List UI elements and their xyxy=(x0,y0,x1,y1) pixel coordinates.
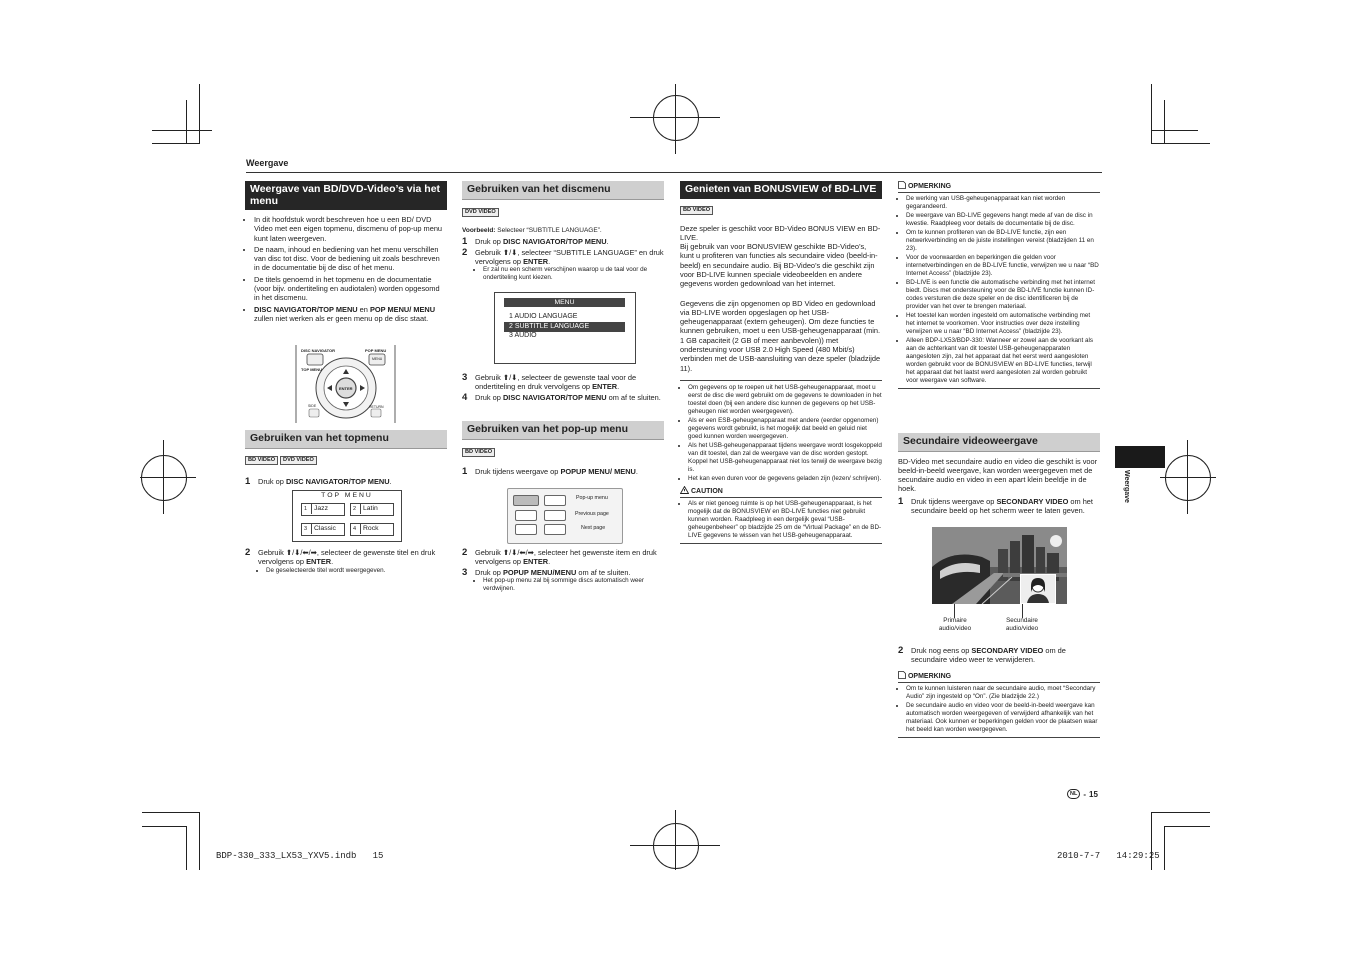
section-heading: Gebruiken van het discmenu xyxy=(462,181,664,200)
registration-mark-bottom xyxy=(675,810,676,870)
label-primary: Primaire audio/video xyxy=(938,617,972,632)
popup-button[interactable] xyxy=(544,495,566,506)
paragraph: Gegevens die zijn opgenomen op BD Video en gedownload via BD-LIVE worden opgeslagen op het USB-geheugenapparaat (extern geheugen). Om deze functies te kunnen gebruiken, moet u een USB-geheugenapparaat (min. 1 GB capaciteit (2 GB of meer aanbevolen)) met ondersteuning voor USB 2.0 High Speed (480 Mbit/s) verbinden met de USB-aansluiting van deze speler (bladzijde 11). xyxy=(680,298,881,373)
crop-mark xyxy=(1152,130,1198,131)
registration-mark-right xyxy=(1160,477,1216,478)
section-heading: Secundaire videoweergave xyxy=(898,433,1100,452)
paragraph: Deze speler is geschikt voor BD-Video BONUS VIEW en BD-LIVE. xyxy=(680,223,881,242)
list-item: • De titels genoemd in het topmenu en de documentatie (voor bijv. ondertiteling en audiotalen) worden opgesomd in het discmenu. xyxy=(254,275,447,303)
crop-mark xyxy=(1151,84,1152,144)
bd-video-badge: BD VIDEO xyxy=(245,456,278,465)
step-2: 2 Gebruik ⬆/⬇, selecteer “SUBTITLE LANGUAGE” en druk vervolgens op ENTER. • Er zal nu een scherm verschijnen waarop u de taal voor de ondertiteling kunt kiezen. xyxy=(462,248,664,284)
remote-label: ENTER xyxy=(339,386,353,391)
step-4: 4 Druk op DISC NAVIGATOR/TOP MENU om af te sluiten. xyxy=(462,391,661,403)
bullet-list xyxy=(245,215,447,323)
step-3: 3 Druk op POPUP MENU/MENU om af te sluiten. • Het pop-up menu zal bij sommige discs automatisch weer verdwijnen. xyxy=(462,568,664,594)
registration-mark-bottom xyxy=(653,823,699,869)
registration-mark-left xyxy=(163,440,164,514)
section-heading: Genieten van BONUSVIEW of BD-LIVE xyxy=(680,181,882,199)
language-badge: NL xyxy=(1067,789,1080,799)
side-tab-label: Weergave xyxy=(1123,470,1130,503)
column-2 xyxy=(462,181,664,283)
caution-heading: CAUTION xyxy=(680,486,882,498)
popup-label: Previous page xyxy=(575,511,609,517)
column-3 xyxy=(680,181,882,544)
popup-label: Pop-up menu xyxy=(576,495,608,501)
dvd-video-badge: DVD VIDEO xyxy=(462,208,499,217)
divider xyxy=(898,737,1100,738)
menu-item[interactable]: 1 Jazz xyxy=(301,503,345,516)
list-item: • Om gegevens op te roepen uit het USB-geheugenapparaat, moet u eerst de disc die werd gebruikt om de gegevens te downloaden in het toestel doen (bij een andere disc kunnen de gegevens op het USB-geheugen niet worden weergegeven). xyxy=(688,384,882,416)
menu-header: MENU xyxy=(504,298,625,307)
remote-label: DISC NAVIGATOR xyxy=(301,348,336,353)
list-item: • Als het USB-geheugenapparaat tijdens weergave wordt losgekoppeld van dit toestel, dan zal de weergave van de disc worden gestopt. Koppel het USB-geheugenapparaat niet los terwijl de weergave bezig is. xyxy=(688,442,882,474)
top-menu-screen xyxy=(292,490,402,542)
list-item: • Het pop-up menu zal bij sommige discs automatisch weer verdwijnen. xyxy=(483,577,664,593)
header-rule xyxy=(246,172,1102,173)
notes-list xyxy=(898,685,1100,734)
list-item: • Er zal nu een scherm verschijnen waarop u de taal voor de ondertiteling kunt kiezen. xyxy=(483,266,664,282)
crop-mark xyxy=(1164,100,1165,144)
list-item: • De naam, inhoud en bediening van het menu verschillen van disc tot disc. Voor de bediening uit zoals beschreven in de documentatie bij de disc of het menu. xyxy=(254,245,447,273)
crop-mark xyxy=(1152,812,1210,813)
footer-timestamp: 2010-7-7 14:29:25 xyxy=(1057,851,1160,861)
column-2-steps xyxy=(462,370,664,403)
remote-label: POP MENU xyxy=(365,348,387,353)
section-title: Weergave xyxy=(246,158,289,168)
popup-button[interactable] xyxy=(515,510,537,521)
column-4-secondary xyxy=(898,433,1100,515)
popup-label: Next page xyxy=(581,525,606,531)
pip-illustration xyxy=(932,527,1067,604)
registration-mark-right xyxy=(1165,455,1211,501)
paragraph: BD-Video met secundaire audio en video die geschikt is voor beeld-in-beeld weergave, kan worden weergegeven met de secundaire audio en video in een apart klein beeldje in de hoek. xyxy=(898,456,1098,494)
registration-mark-left xyxy=(141,455,187,501)
registration-mark-top xyxy=(675,84,676,154)
divider xyxy=(898,388,1100,389)
remote-label: SIDE xyxy=(308,404,317,408)
popup-button[interactable] xyxy=(515,524,537,535)
list-item: • BD-LIVE is een functie die automatische verbinding met het internet biedt. Discs met ondersteuning voor de BD-LIVE functie kunnen ID-codes versturen die deze speler en de disc identificeren bij de provider van het over te brengen materiaal. xyxy=(906,279,1100,311)
menu-item[interactable]: 1 AUDIO LANGUAGE xyxy=(509,313,578,320)
crop-mark xyxy=(1164,826,1210,827)
step-2: 2 Gebruik ⬆/⬇/⬅/➡, selecteer het gewenste item en druk vervolgens op ENTER. xyxy=(462,547,657,567)
footer-file: BDP-330_333_LX53_YXV5.indb 15 xyxy=(216,851,384,861)
step-1: 1 Druk op DISC NAVIGATOR/TOP MENU. xyxy=(245,475,392,487)
dvd-video-badge: DVD VIDEO xyxy=(280,456,317,465)
popup-button-selected[interactable] xyxy=(513,495,539,506)
list-item: • Om te kunnen profiteren van de BD-LIVE functie, zijn een netwerkverbinding en de juiste instellingen vereist (bladzijden 11 en 23). xyxy=(906,229,1100,253)
popup-menu-screen xyxy=(507,488,623,544)
disc-menu-screen xyxy=(494,292,636,364)
list-item: • Als er niet genoeg ruimte is op het USB-geheugenapparaat, is het mogelijk dat de BONUSVIEW en BD-LIVE functies niet gebruikt kunnen worden. Raadpleeg in een dergelijk geval “USB-geheugenbeheer” op bladzijde 25 om de “Virtual Package” en de BD-LIVE gegevens te wissen van het USB-geheugenapparaat. xyxy=(688,500,882,540)
column-4-step2 xyxy=(898,643,1100,738)
list-item: • De geselecteerde titel wordt weergegeven. xyxy=(266,567,447,575)
warning-icon xyxy=(680,486,689,494)
list-item: • Voor de voorwaarden en beperkingen die gelden voor internetverbindingen en de BD-LIVE functie, verwijzen we u naar “BD Internet Access” (bladzijde 23). xyxy=(906,254,1100,278)
step-1: 1 Druk tijdens weergave op SECONDARY VIDEO om het secundaire beeld op het scherm weer te laten geven. xyxy=(898,495,1093,515)
note-icon xyxy=(898,181,906,189)
menu-item[interactable]: 2 Latin xyxy=(350,503,394,516)
step-3: 3 Gebruik ⬆/⬇, selecteer de gewenste taal voor de ondertiteling en druk vervolgens op ENTER. xyxy=(462,372,637,392)
crop-mark xyxy=(199,84,200,144)
crop-mark xyxy=(186,100,187,144)
notes-list xyxy=(680,384,882,483)
section-heading: Gebruiken van het pop-up menu xyxy=(462,421,664,440)
list-item: • De werking van USB-geheugenapparaat kan niet worden gegarandeerd. xyxy=(906,195,1100,211)
top-menu-label: TOP MENU xyxy=(321,492,373,499)
divider xyxy=(680,543,882,544)
registration-mark-top xyxy=(653,95,699,141)
list-item: • Alleen BDP-LX53/BDP-330: Wanneer er zowel aan de voorkant als aan de achterkant van dit toestel USB-geheugenapparaten aangesloten zijn, zal het apparaat dat het eerst werd aangesloten worden gebruikt voor de BONUSVIEW en BD-LIVE functies, terwijl het apparaat dat het laatst werd aangesloten zal worden gebruikt voor weergave van software. xyxy=(906,337,1100,385)
column-2-popup xyxy=(462,421,664,477)
remote-illustration xyxy=(295,345,397,423)
menu-item[interactable]: 3 AUDIO xyxy=(509,332,537,339)
list-item: • Het toestel kan worden ingesteld om automatische verbinding met het internet te voorkomen. Voor instructies over deze instelling verwijzen we u naar “BD Internet Access” (bladzijde 23). xyxy=(906,312,1100,336)
list-item: • Het kan even duren voor de gegevens geladen zijn (lezen/ schrijven). xyxy=(688,475,882,483)
section-heading: Weergave van BD/DVD-Video’s via het menu xyxy=(245,181,447,210)
bd-video-badge: BD VIDEO xyxy=(462,448,495,457)
page-number: NL - 15 xyxy=(1067,789,1098,799)
column-1-lower xyxy=(245,430,447,487)
step-1: 1 Druk op DISC NAVIGATOR/TOP MENU. xyxy=(462,235,609,247)
caution-list xyxy=(680,500,882,540)
disc-badges xyxy=(245,454,447,465)
column-1 xyxy=(245,181,447,325)
list-item: • Om te kunnen luisteren naar de secundaire audio, moet “Secondary Audio” zijn ingesteld op “On”. (Zie bladzijde 22.) xyxy=(906,685,1100,701)
list-item: • Als er een ESB-geheugenapparaat met andere (eerder opgenomen) gegevens wordt gebruikt, is het mogelijk dat beeld en geluid niet goed kunnen worden weergegeven. xyxy=(688,417,882,441)
step-2: 2 Gebruik ⬆/⬇/⬅/➡, selecteer de gewenste titel en druk vervolgens op ENTER. • De geselecteerde titel wordt weergegeven. xyxy=(245,548,447,576)
crop-mark xyxy=(1151,812,1152,870)
crop-mark xyxy=(152,130,212,131)
remote-label: TOP MENU xyxy=(301,367,322,372)
secondary-video-window xyxy=(1020,574,1056,604)
crop-mark xyxy=(1152,143,1210,144)
bd-video-badge: BD VIDEO xyxy=(680,206,713,215)
menu-item[interactable]: 4 Rock xyxy=(350,523,394,536)
person-icon xyxy=(1021,575,1055,603)
registration-mark-right xyxy=(1187,440,1188,514)
remote-label: MENU xyxy=(372,357,383,361)
side-tab xyxy=(1115,446,1165,468)
crop-mark xyxy=(186,826,187,870)
crop-mark xyxy=(1164,826,1165,870)
crop-mark xyxy=(152,143,200,144)
list-item: • De secundaire audio en video voor de beeld-in-beeld weergave kan automatisch worden weergegeven of verwijderd afhankelijk van het materiaal. Ook kunnen er beperkingen gelden voor de plaatsen waar het beeld kan worden weergegeven. xyxy=(906,702,1100,734)
column-2-popup-steps xyxy=(462,545,664,594)
note-icon xyxy=(898,671,906,679)
menu-item-selected[interactable]: 2 SUBTITLE LANGUAGE xyxy=(504,322,625,332)
remote-label: RETURN xyxy=(369,405,384,409)
divider xyxy=(680,380,882,381)
callout-line xyxy=(1022,604,1023,618)
registration-mark-left xyxy=(140,477,196,478)
notes-list xyxy=(898,195,1100,385)
list-item: • In dit hoofdstuk wordt beschreven hoe u een BD/ DVD Video met een eigen topmenu, discmenu of pop-up menu kunt laten weergeven. xyxy=(254,215,447,243)
column-1-step2 xyxy=(245,545,447,576)
column-4 xyxy=(898,181,1100,389)
note-heading: OPMERKING xyxy=(898,671,1100,683)
label-secondary: Secundaire audio/video xyxy=(1005,617,1039,632)
crop-mark xyxy=(199,812,200,870)
callout-line xyxy=(954,604,955,618)
step-2: 2 Druk nog eens op SECONDARY VIDEO om de secundaire video weer te verwijderen. xyxy=(898,645,1066,665)
popup-button[interactable] xyxy=(544,524,566,535)
crop-mark xyxy=(142,826,186,827)
paragraph: Bij gebruik van voor BONUSVIEW geschikte BD-Video’s, kunt u profiteren van functies als secundaire video (beeld-in-beeld) en secundaire audio. Bij BD-Video’s die geschikt zijn voor BD-LIVE kunnen speciale videobeelden en andere gegevens worden gedownload van het internet. xyxy=(680,242,878,289)
example-text: Voorbeeld: Selecteer “SUBTITLE LANGUAGE”. xyxy=(462,226,602,234)
list-item: • DISC NAVIGATOR/TOP MENU en POP MENU/ MENU zullen niet werken als er geen menu op de disc staat. xyxy=(254,305,447,324)
menu-item[interactable]: 3 Classic xyxy=(301,523,345,536)
crop-mark xyxy=(142,812,200,813)
list-item: • De weergave van BD-LIVE gegevens hangt mede af van de disc in kwestie. Raadpleeg voor details de documentatie bij de disc. xyxy=(906,212,1100,228)
popup-button[interactable] xyxy=(544,510,566,521)
note-heading: OPMERKING xyxy=(898,181,1100,193)
step-1: 1 Druk tijdens weergave op POPUP MENU/ MENU. xyxy=(462,465,638,477)
section-heading: Gebruiken van het topmenu xyxy=(245,430,447,449)
